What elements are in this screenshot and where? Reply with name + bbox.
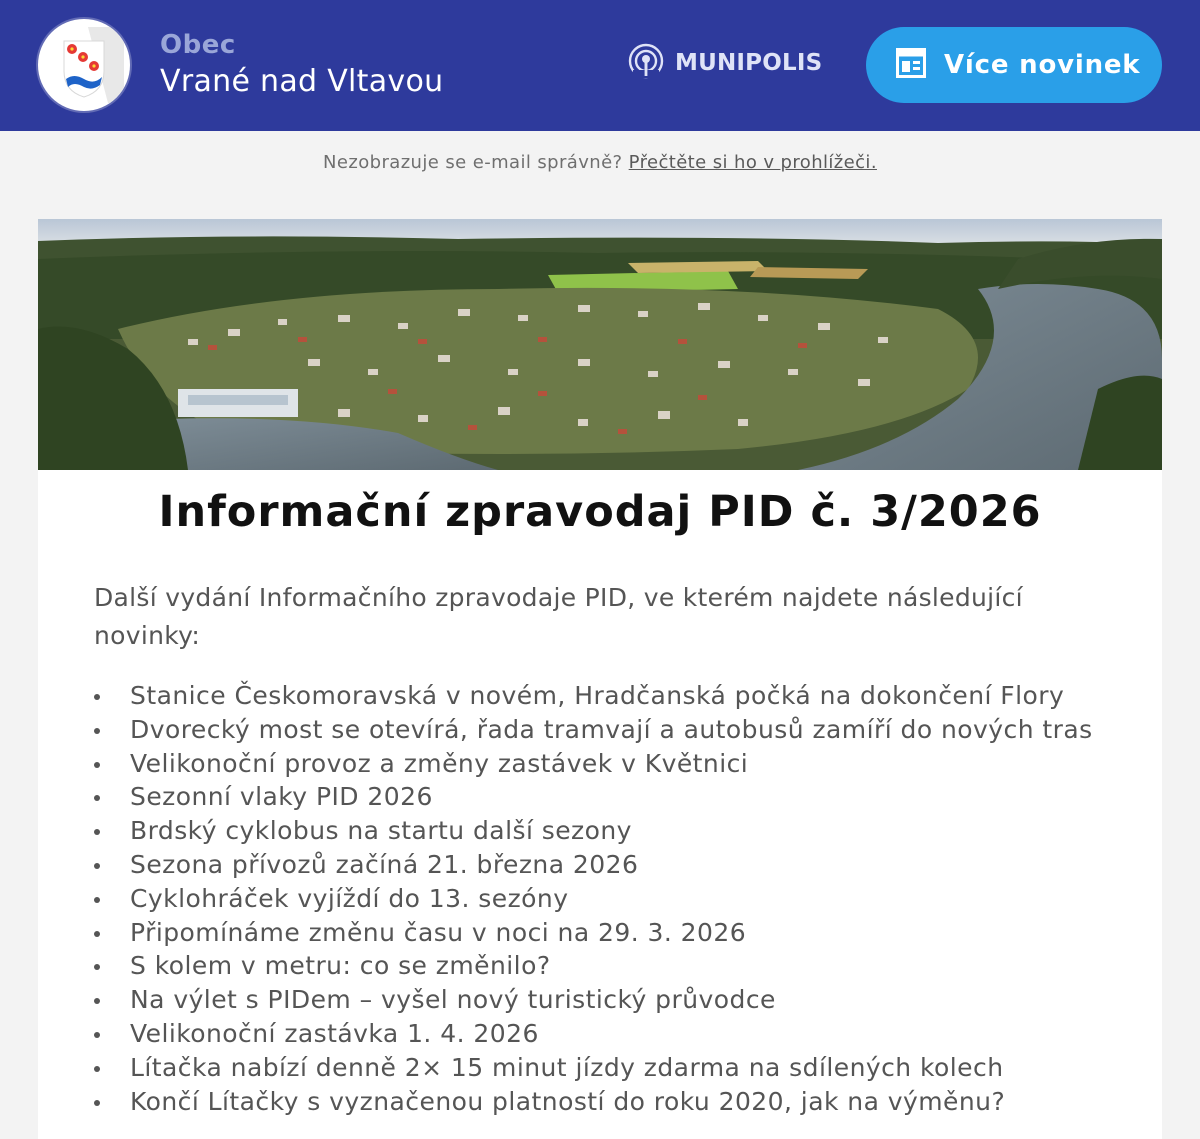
more-news-label: Více novinek: [944, 50, 1141, 80]
preheader-text: Nezobrazuje se e-mail správně?: [323, 152, 623, 173]
town-kind-label: Obec: [160, 30, 236, 60]
news-item: Stanice Českomoravská v novém, Hradčanská počká na dokončení Flory: [94, 679, 1134, 713]
more-news-button[interactable]: [866, 27, 1162, 103]
news-item: Dvorecký most se otevírá, řada tramvají a autobusů zamíří do nových tras: [94, 713, 1134, 747]
town-name: Vrané nad Vltavou: [160, 64, 444, 99]
preheader: [0, 152, 1200, 173]
news-item: Velikonoční zastávka 1. 4. 2026: [94, 1017, 1134, 1051]
news-item: Připomínáme změnu času v noci na 29. 3. 2026: [94, 916, 1134, 950]
news-item: Cyklohráček vyjíždí do 13. sezóny: [94, 882, 1134, 916]
broadcast-icon: [627, 42, 665, 84]
news-item: Sezona přívozů začíná 21. března 2026: [94, 848, 1134, 882]
email-header: [0, 0, 1200, 131]
news-item: Brdský cyklobus na startu další sezony: [94, 814, 1134, 848]
munipolis-wordmark: MUNIPOLIS: [675, 50, 823, 76]
news-item: Velikonoční provoz a změny zastávek v Květnici: [94, 747, 1134, 781]
view-in-browser-link[interactable]: Přečtěte si ho v prohlížeči.: [628, 152, 877, 173]
news-list: [94, 679, 1134, 1118]
coat-of-arms-logo[interactable]: [38, 19, 130, 111]
article-title: Informační zpravodaj PID č. 3/2026: [158, 487, 1042, 537]
newspaper-icon: [896, 48, 926, 82]
article-intro: Další vydání Informačního zpravodaje PID, ve kterém najdete následující novinky:: [94, 583, 1023, 650]
news-item: Končí Lítačky s vyznačenou platností do roku 2020, jak na výměnu?: [94, 1085, 1134, 1119]
news-item: Sezonní vlaky PID 2026: [94, 780, 1134, 814]
munipolis-brand[interactable]: [627, 44, 822, 82]
news-item: Na výlet s PIDem – vyšel nový turistický průvodce: [94, 983, 1134, 1017]
news-item: S kolem v metru: co se změnilo?: [94, 949, 1134, 983]
article-card: [38, 219, 1162, 1139]
news-item: Lítačka nabízí denně 2× 15 minut jízdy zdarma na sdílených kolech: [94, 1051, 1134, 1085]
hero-image: [38, 219, 1162, 470]
